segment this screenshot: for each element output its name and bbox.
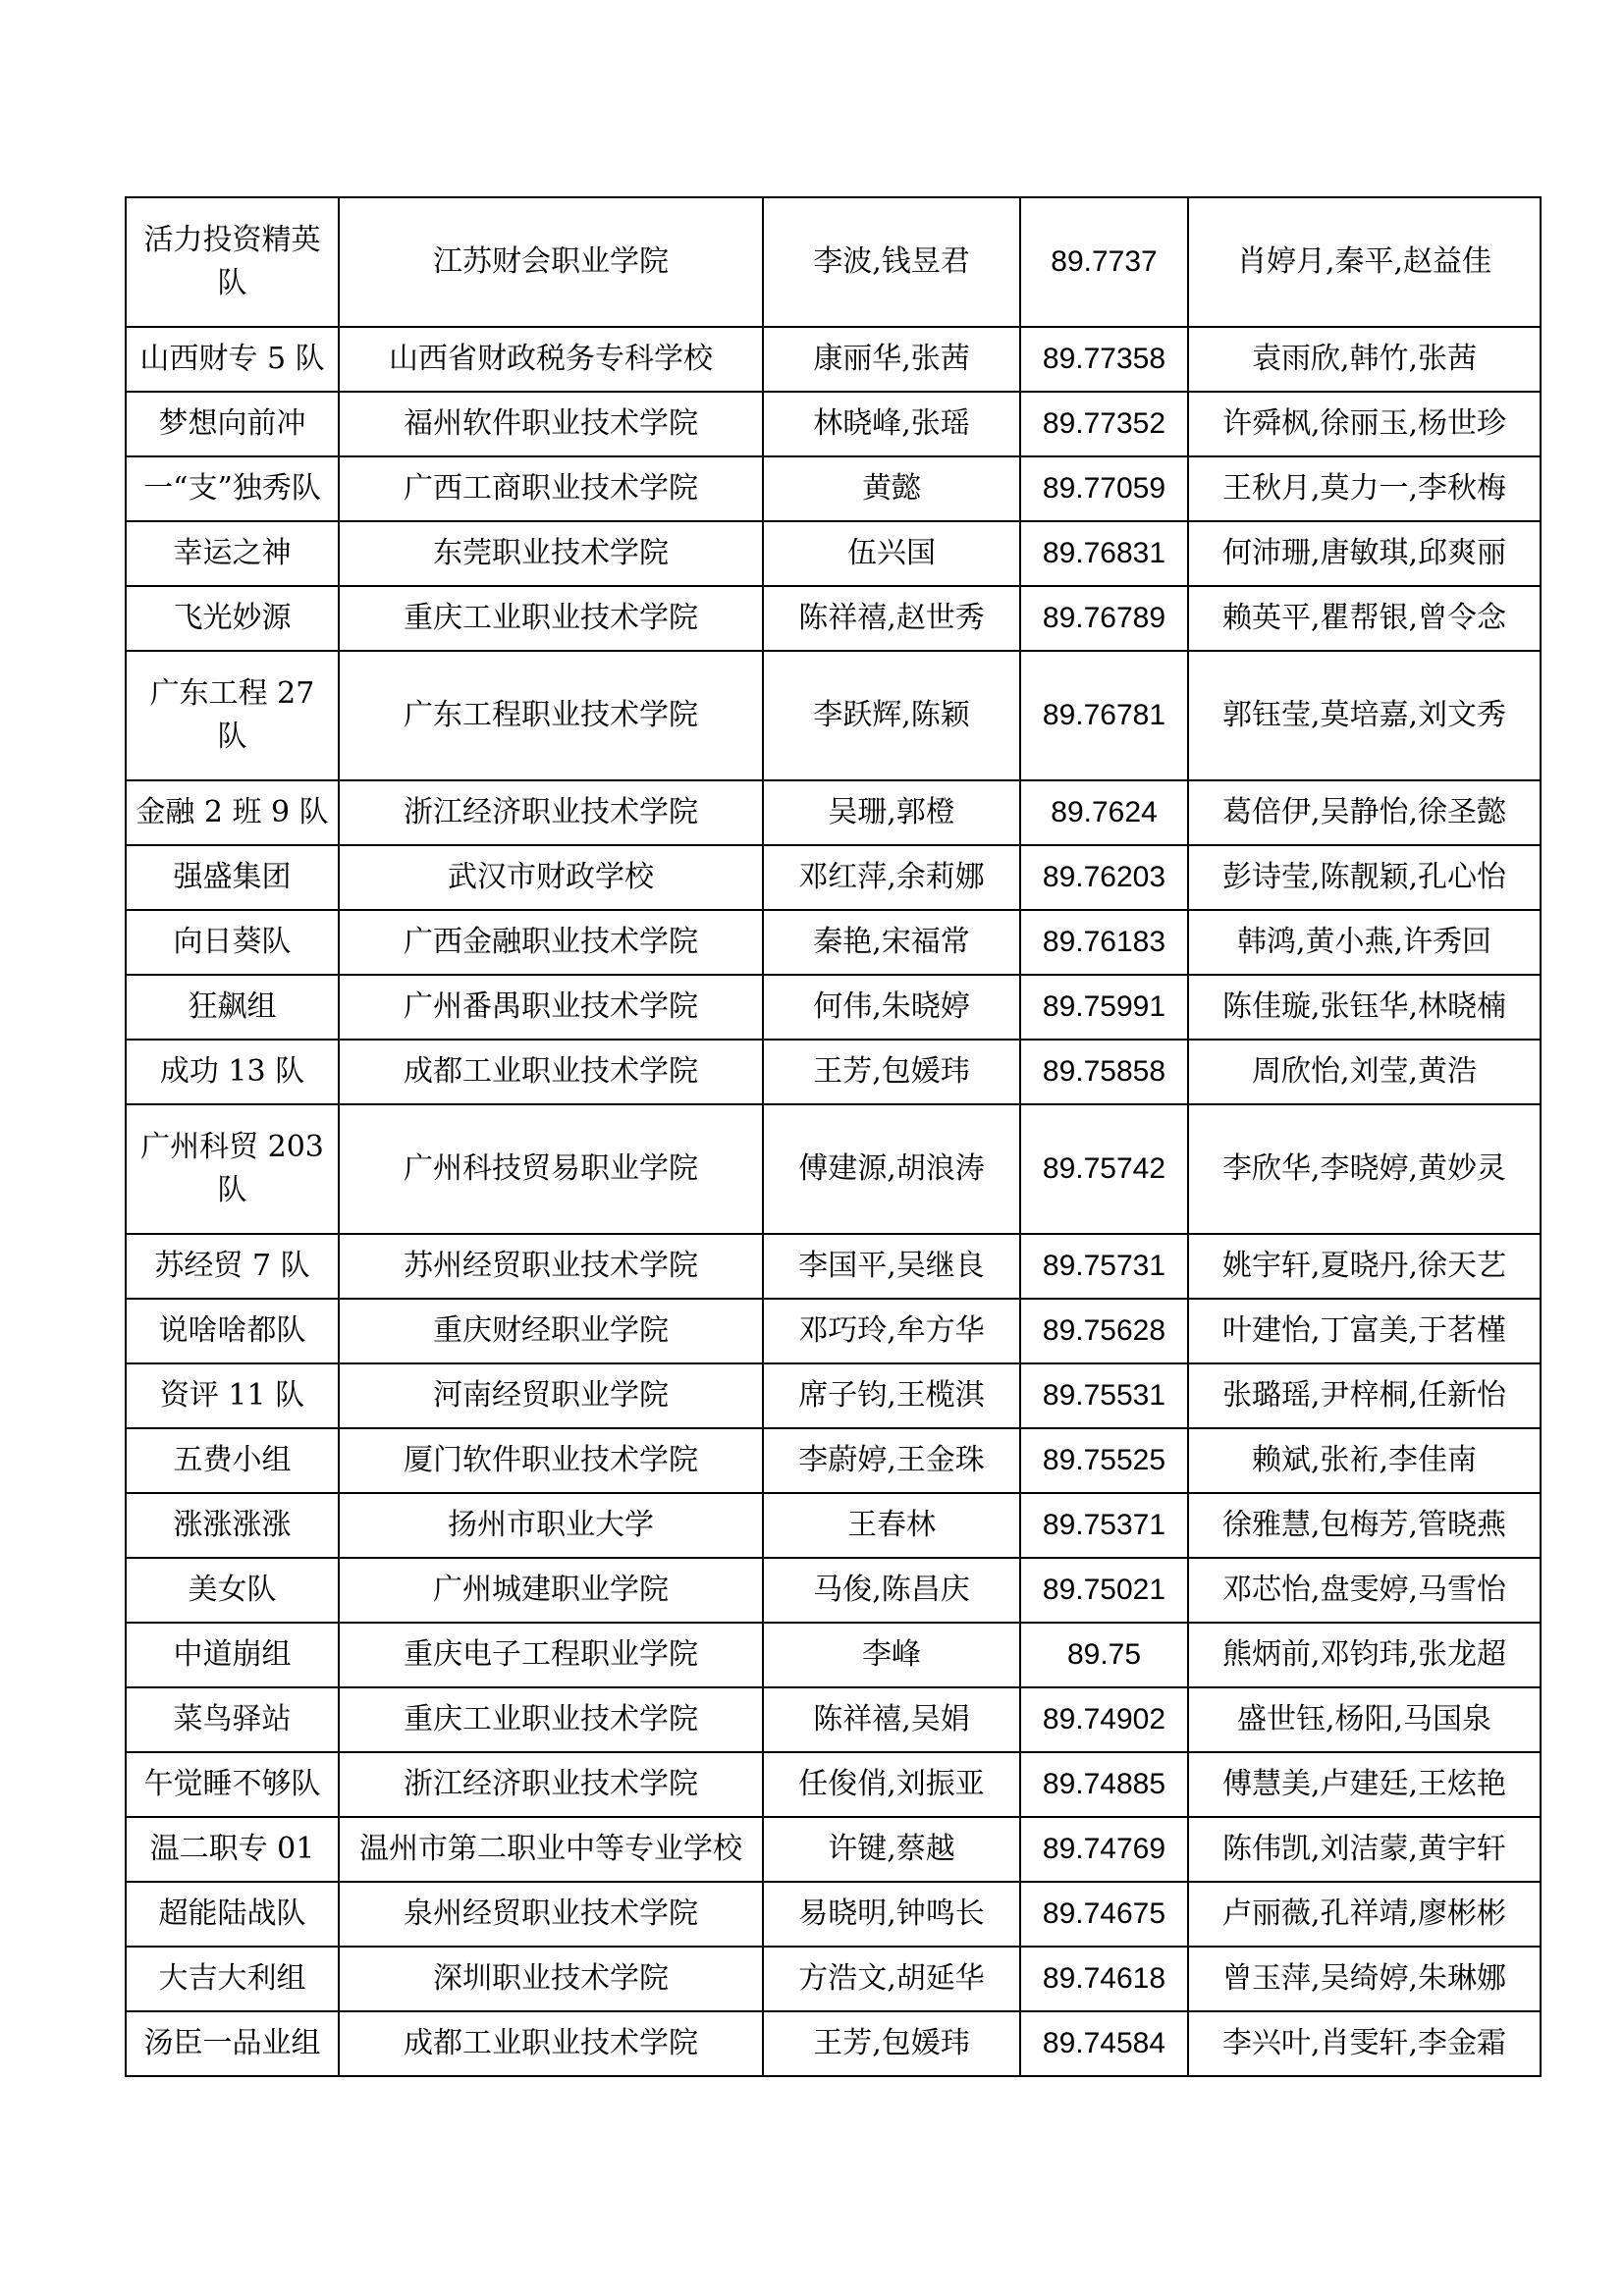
team-name-cell: 资评 11 队 bbox=[126, 1363, 339, 1428]
advisor-names-cell: 康丽华,张茜 bbox=[763, 327, 1020, 392]
table-row bbox=[126, 1234, 1541, 1299]
member-names-cell: 熊炳前,邓钧玮,张龙超 bbox=[1188, 1623, 1541, 1687]
score-cell: 89.75858 bbox=[1020, 1040, 1188, 1104]
advisor-names-cell: 陈祥禧,赵世秀 bbox=[763, 586, 1020, 651]
team-name-cell: 山西财专 5 队 bbox=[126, 327, 339, 392]
school-name-cell: 泉州经贸职业技术学院 bbox=[339, 1882, 763, 1947]
score-cell: 89.74584 bbox=[1020, 2011, 1188, 2076]
advisor-names-cell: 王芳,包媛玮 bbox=[763, 2011, 1020, 2076]
advisor-names-cell: 李波,钱昱君 bbox=[763, 197, 1020, 327]
team-name-cell: 一“支”独秀队 bbox=[126, 456, 339, 521]
advisor-names-cell: 林晓峰,张瑶 bbox=[763, 392, 1020, 456]
team-name-cell: 成功 13 队 bbox=[126, 1040, 339, 1104]
score-cell: 89.74618 bbox=[1020, 1947, 1188, 2011]
table-row bbox=[126, 1947, 1541, 2011]
team-name-cell: 说啥啥都队 bbox=[126, 1299, 339, 1363]
advisor-names-cell: 方浩文,胡延华 bbox=[763, 1947, 1020, 2011]
advisor-names-cell: 许键,蔡越 bbox=[763, 1817, 1020, 1882]
advisor-names-cell: 邓巧玲,牟方华 bbox=[763, 1299, 1020, 1363]
advisor-names-cell: 李蔚婷,王金珠 bbox=[763, 1428, 1020, 1493]
score-cell: 89.75525 bbox=[1020, 1428, 1188, 1493]
team-name-cell: 广东工程 27 队 bbox=[126, 651, 339, 780]
table-row bbox=[126, 651, 1541, 780]
team-name-cell: 温二职专 01 bbox=[126, 1817, 339, 1882]
table-row bbox=[126, 1687, 1541, 1752]
table-row bbox=[126, 1558, 1541, 1623]
school-name-cell: 重庆工业职业技术学院 bbox=[339, 1687, 763, 1752]
member-names-cell: 何沛珊,唐敏琪,邱爽丽 bbox=[1188, 521, 1541, 586]
table-row bbox=[126, 1493, 1541, 1558]
score-cell: 89.76183 bbox=[1020, 910, 1188, 975]
team-name-cell: 强盛集团 bbox=[126, 845, 339, 910]
table-row bbox=[126, 1363, 1541, 1428]
table-row bbox=[126, 392, 1541, 456]
advisor-names-cell: 席子钧,王榄淇 bbox=[763, 1363, 1020, 1428]
table-row bbox=[126, 456, 1541, 521]
member-names-cell: 傅慧美,卢建廷,王炫艳 bbox=[1188, 1752, 1541, 1817]
member-names-cell: 姚宇轩,夏晓丹,徐天艺 bbox=[1188, 1234, 1541, 1299]
score-cell: 89.7624 bbox=[1020, 780, 1188, 845]
table-row bbox=[126, 1752, 1541, 1817]
team-name-cell: 广州科贸 203 队 bbox=[126, 1104, 339, 1234]
score-cell: 89.74902 bbox=[1020, 1687, 1188, 1752]
table-row bbox=[126, 1817, 1541, 1882]
school-name-cell: 广州城建职业学院 bbox=[339, 1558, 763, 1623]
table-row bbox=[126, 521, 1541, 586]
school-name-cell: 江苏财会职业学院 bbox=[339, 197, 763, 327]
school-name-cell: 浙江经济职业技术学院 bbox=[339, 1752, 763, 1817]
team-name-cell: 菜鸟驿站 bbox=[126, 1687, 339, 1752]
school-name-cell: 浙江经济职业技术学院 bbox=[339, 780, 763, 845]
advisor-names-cell: 秦艳,宋福常 bbox=[763, 910, 1020, 975]
score-cell: 89.75371 bbox=[1020, 1493, 1188, 1558]
team-name-cell: 午觉睡不够队 bbox=[126, 1752, 339, 1817]
school-name-cell: 武汉市财政学校 bbox=[339, 845, 763, 910]
team-name-cell: 向日葵队 bbox=[126, 910, 339, 975]
school-name-cell: 成都工业职业技术学院 bbox=[339, 1040, 763, 1104]
results-table-body bbox=[126, 197, 1541, 2076]
school-name-cell: 广州科技贸易职业学院 bbox=[339, 1104, 763, 1234]
score-cell: 89.75531 bbox=[1020, 1363, 1188, 1428]
score-cell: 89.77059 bbox=[1020, 456, 1188, 521]
score-cell: 89.76789 bbox=[1020, 586, 1188, 651]
member-names-cell: 葛倍伊,吴静怡,徐圣懿 bbox=[1188, 780, 1541, 845]
score-cell: 89.75731 bbox=[1020, 1234, 1188, 1299]
member-names-cell: 周欣怡,刘莹,黄浩 bbox=[1188, 1040, 1541, 1104]
advisor-names-cell: 易晓明,钟鸣长 bbox=[763, 1882, 1020, 1947]
member-names-cell: 李兴叶,肖雯轩,李金霜 bbox=[1188, 2011, 1541, 2076]
advisor-names-cell: 李峰 bbox=[763, 1623, 1020, 1687]
team-name-cell: 大吉大利组 bbox=[126, 1947, 339, 2011]
score-cell: 89.75628 bbox=[1020, 1299, 1188, 1363]
score-cell: 89.74769 bbox=[1020, 1817, 1188, 1882]
school-name-cell: 重庆电子工程职业学院 bbox=[339, 1623, 763, 1687]
table-row bbox=[126, 910, 1541, 975]
table-row bbox=[126, 586, 1541, 651]
member-names-cell: 陈佳璇,张钰华,林晓楠 bbox=[1188, 975, 1541, 1040]
table-row bbox=[126, 1104, 1541, 1234]
score-cell: 89.76831 bbox=[1020, 521, 1188, 586]
member-names-cell: 赖英平,瞿帮银,曾令念 bbox=[1188, 586, 1541, 651]
score-cell: 89.76203 bbox=[1020, 845, 1188, 910]
table-row bbox=[126, 975, 1541, 1040]
team-name-cell: 涨涨涨涨 bbox=[126, 1493, 339, 1558]
member-names-cell: 邓芯怡,盘雯婷,马雪怡 bbox=[1188, 1558, 1541, 1623]
school-name-cell: 广西工商职业技术学院 bbox=[339, 456, 763, 521]
school-name-cell: 成都工业职业技术学院 bbox=[339, 2011, 763, 2076]
advisor-names-cell: 马俊,陈昌庆 bbox=[763, 1558, 1020, 1623]
member-names-cell: 韩鸿,黄小燕,许秀回 bbox=[1188, 910, 1541, 975]
advisor-names-cell: 黄懿 bbox=[763, 456, 1020, 521]
team-name-cell: 狂飙组 bbox=[126, 975, 339, 1040]
school-name-cell: 重庆工业职业技术学院 bbox=[339, 586, 763, 651]
school-name-cell: 河南经贸职业学院 bbox=[339, 1363, 763, 1428]
score-cell: 89.75742 bbox=[1020, 1104, 1188, 1234]
team-name-cell: 梦想向前冲 bbox=[126, 392, 339, 456]
member-names-cell: 王秋月,莫力一,李秋梅 bbox=[1188, 456, 1541, 521]
advisor-names-cell: 李国平,吴继良 bbox=[763, 1234, 1020, 1299]
member-names-cell: 彭诗莹,陈靓颖,孔心怡 bbox=[1188, 845, 1541, 910]
team-name-cell: 汤臣一品业组 bbox=[126, 2011, 339, 2076]
advisor-names-cell: 伍兴国 bbox=[763, 521, 1020, 586]
advisor-names-cell: 吴珊,郭橙 bbox=[763, 780, 1020, 845]
member-names-cell: 赖斌,张裄,李佳南 bbox=[1188, 1428, 1541, 1493]
score-cell: 89.75991 bbox=[1020, 975, 1188, 1040]
advisor-names-cell: 傅建源,胡浪涛 bbox=[763, 1104, 1020, 1234]
member-names-cell: 肖婷月,秦平,赵益佳 bbox=[1188, 197, 1541, 327]
school-name-cell: 山西省财政税务专科学校 bbox=[339, 327, 763, 392]
member-names-cell: 叶建怡,丁富美,于茗槿 bbox=[1188, 1299, 1541, 1363]
score-cell: 89.75 bbox=[1020, 1623, 1188, 1687]
results-table bbox=[125, 196, 1542, 2077]
advisor-names-cell: 李跃辉,陈颖 bbox=[763, 651, 1020, 780]
advisor-names-cell: 陈祥禧,吴娟 bbox=[763, 1687, 1020, 1752]
team-name-cell: 美女队 bbox=[126, 1558, 339, 1623]
member-names-cell: 卢丽薇,孔祥靖,廖彬彬 bbox=[1188, 1882, 1541, 1947]
table-row bbox=[126, 1040, 1541, 1104]
school-name-cell: 温州市第二职业中等专业学校 bbox=[339, 1817, 763, 1882]
score-cell: 89.74675 bbox=[1020, 1882, 1188, 1947]
member-names-cell: 陈伟凯,刘洁蒙,黄宇轩 bbox=[1188, 1817, 1541, 1882]
member-names-cell: 许舜枫,徐丽玉,杨世珍 bbox=[1188, 392, 1541, 456]
score-cell: 89.76781 bbox=[1020, 651, 1188, 780]
advisor-names-cell: 任俊俏,刘振亚 bbox=[763, 1752, 1020, 1817]
advisor-names-cell: 王春林 bbox=[763, 1493, 1020, 1558]
table-row bbox=[126, 845, 1541, 910]
member-names-cell: 曾玉萍,吴绮婷,朱琳娜 bbox=[1188, 1947, 1541, 2011]
team-name-cell: 五费小组 bbox=[126, 1428, 339, 1493]
member-names-cell: 徐雅慧,包梅芳,管晓燕 bbox=[1188, 1493, 1541, 1558]
advisor-names-cell: 邓红萍,余莉娜 bbox=[763, 845, 1020, 910]
score-cell: 89.75021 bbox=[1020, 1558, 1188, 1623]
team-name-cell: 幸运之神 bbox=[126, 521, 339, 586]
member-names-cell: 李欣华,李晓婷,黄妙灵 bbox=[1188, 1104, 1541, 1234]
school-name-cell: 重庆财经职业学院 bbox=[339, 1299, 763, 1363]
team-name-cell: 中道崩组 bbox=[126, 1623, 339, 1687]
team-name-cell: 超能陆战队 bbox=[126, 1882, 339, 1947]
member-names-cell: 郭钰莹,莫培嘉,刘文秀 bbox=[1188, 651, 1541, 780]
table-row bbox=[126, 1882, 1541, 1947]
member-names-cell: 袁雨欣,韩竹,张茜 bbox=[1188, 327, 1541, 392]
score-cell: 89.7737 bbox=[1020, 197, 1188, 327]
school-name-cell: 扬州市职业大学 bbox=[339, 1493, 763, 1558]
table-row bbox=[126, 1428, 1541, 1493]
table-row bbox=[126, 327, 1541, 392]
school-name-cell: 苏州经贸职业技术学院 bbox=[339, 1234, 763, 1299]
school-name-cell: 广东工程职业技术学院 bbox=[339, 651, 763, 780]
school-name-cell: 广州番禺职业技术学院 bbox=[339, 975, 763, 1040]
advisor-names-cell: 何伟,朱晓婷 bbox=[763, 975, 1020, 1040]
score-cell: 89.74885 bbox=[1020, 1752, 1188, 1817]
school-name-cell: 厦门软件职业技术学院 bbox=[339, 1428, 763, 1493]
table-row bbox=[126, 197, 1541, 327]
score-cell: 89.77358 bbox=[1020, 327, 1188, 392]
member-names-cell: 张璐瑶,尹梓桐,任新怡 bbox=[1188, 1363, 1541, 1428]
score-cell: 89.77352 bbox=[1020, 392, 1188, 456]
team-name-cell: 活力投资精英队 bbox=[126, 197, 339, 327]
team-name-cell: 金融 2 班 9 队 bbox=[126, 780, 339, 845]
advisor-names-cell: 王芳,包媛玮 bbox=[763, 1040, 1020, 1104]
school-name-cell: 东莞职业技术学院 bbox=[339, 521, 763, 586]
table-row bbox=[126, 780, 1541, 845]
school-name-cell: 广西金融职业技术学院 bbox=[339, 910, 763, 975]
school-name-cell: 深圳职业技术学院 bbox=[339, 1947, 763, 2011]
table-row bbox=[126, 2011, 1541, 2076]
table-row bbox=[126, 1623, 1541, 1687]
team-name-cell: 飞光妙源 bbox=[126, 586, 339, 651]
team-name-cell: 苏经贸 7 队 bbox=[126, 1234, 339, 1299]
table-row bbox=[126, 1299, 1541, 1363]
school-name-cell: 福州软件职业技术学院 bbox=[339, 392, 763, 456]
member-names-cell: 盛世钰,杨阳,马国泉 bbox=[1188, 1687, 1541, 1752]
